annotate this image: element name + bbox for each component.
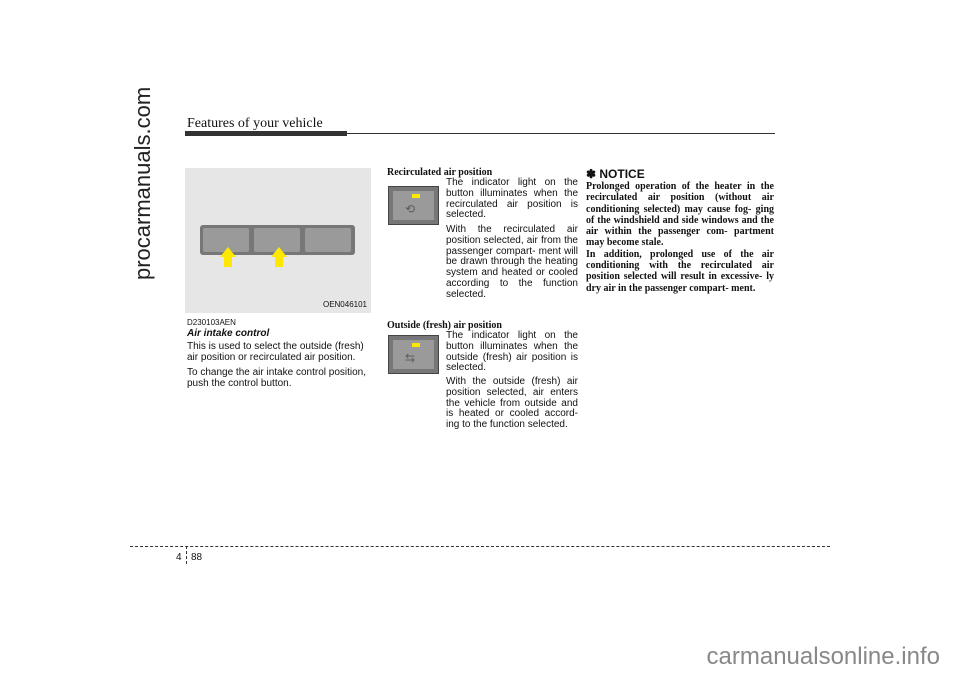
outside-heading: Outside (fresh) air position	[387, 320, 502, 331]
indicator-led	[412, 194, 420, 198]
notice-para-2: In addition, prolonged use of the air conditioning with the recirculated air position selected will result in excessive- ly dry air in the passenger compart- ment.	[586, 248, 774, 294]
recirculated-indicator-figure	[388, 186, 439, 225]
indicator-led	[412, 343, 420, 347]
notice-para-1: Prolonged operation of the heater in the recirculated air position (without air conditioning selected) may cause fog- ging of the windshield and side windows and the air within the passenger com- partment may become stale.	[586, 181, 774, 249]
recirculate-car-icon: ⟲	[405, 202, 416, 216]
notice-body	[586, 181, 774, 294]
outside-indicator-figure	[388, 335, 439, 374]
header-rule	[185, 133, 775, 134]
section-code: D230103AEN	[187, 318, 236, 327]
figure-code: OEN046101	[322, 300, 367, 309]
recirculated-section	[387, 167, 578, 300]
page-header-title: Features of your vehicle	[187, 116, 323, 131]
intro-paragraph: This is used to select the outside (fresh) air position or recirculated air position.	[187, 341, 364, 363]
footer-rule	[130, 546, 830, 547]
recirculated-para-2: With the recirculated air position selected, air from the passenger compart- ment will be drawn through the heating system and heated or cooled according to the function selected.	[446, 224, 578, 300]
defrost-button	[305, 228, 351, 252]
page-number: 88	[191, 552, 203, 563]
outside-para-1: The indicator light on the button illuminates when the outside (fresh) air position is selected.	[446, 330, 578, 374]
fresh-air-car-icon: ⇆	[405, 351, 416, 365]
air-intake-control-figure	[185, 168, 371, 313]
outside-para-2: With the outside (fresh) air position selected, air enters the vehicle from outside and is heated or cooled accord- ing to the function selected.	[446, 376, 578, 431]
instruction-paragraph: To change the air intake control position, push the control button.	[187, 367, 366, 389]
outside-section	[387, 320, 578, 431]
side-watermark: procarmanuals.com	[130, 86, 155, 280]
notice-title: ✽ NOTICE	[586, 167, 645, 181]
recirculated-heading: Recirculated air position	[387, 167, 493, 178]
recirculated-para-1: The indicator light on the button illuminates when the recirculated air position is selected.	[446, 177, 578, 221]
section-title: Air intake control	[187, 328, 270, 339]
footer-separator	[186, 546, 187, 564]
bottom-watermark: carmanualsonline.info	[706, 643, 940, 670]
chapter-number: 4	[176, 552, 182, 563]
